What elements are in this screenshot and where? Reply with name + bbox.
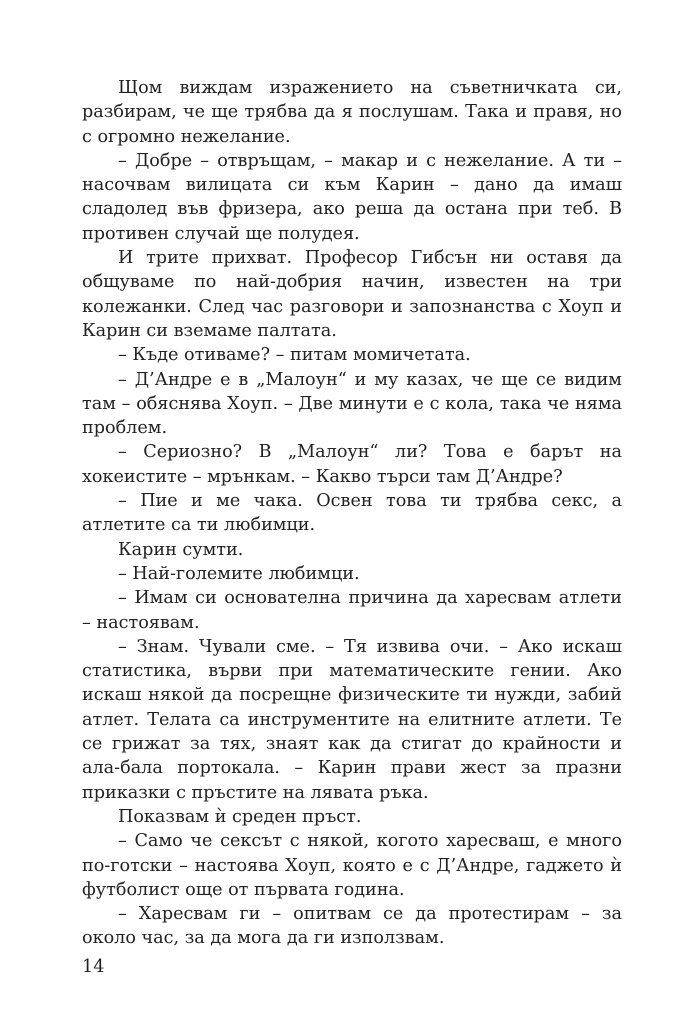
paragraph: Карин сумти. <box>118 539 244 560</box>
paragraph: – Най-големите любимци. <box>118 563 360 584</box>
paragraph: – Само че сексът с някой, когото харесваш, е много по-готски – настоява Хоуп, която е с Д’Андре, гаджето ѝ футболист още от първата година. <box>82 831 622 900</box>
page-number: 14 <box>82 957 105 977</box>
paragraph: – Къде отиваме? – питам момичетата. <box>118 345 471 366</box>
paragraph: – Харесвам ги – опитвам се да протестирам – за около час, за да мога да ги използвам. <box>82 904 622 949</box>
body-text <box>82 76 622 951</box>
paragraph: – Добре – отвръщам, – макар и с нежелание. А ти – насочвам вилицата си към Карин – дано да имаш сладолед във фризера, ако реша да остана при теб. В противен случай ще полудея. <box>82 150 622 244</box>
paragraph: И трите прихват. Професор Гибсън ни оставя да общуваме по най-добрия начин, известен на три колежанки. След час разговори и запознанства с Хоуп и Карин си вземаме палтата. <box>82 248 622 341</box>
paragraph: Показвам ѝ среден пръст. <box>118 806 362 827</box>
paragraph: – Д’Андре е в „Малоун“ и му казах, че ще се видим там – обяснява Хоуп. – Две минути е с кола, така че няма проблем. <box>82 369 622 439</box>
paragraph: Щом виждам изражението на съветничката си, разбирам, че ще трябва да я послушам. Така и правя, но с огромно нежелание. <box>82 78 622 147</box>
paragraph: – Пие и ме чака. Освен това ти трябва секс, а атлетите са ти любимци. <box>82 491 622 536</box>
paragraph: – Имам си основателна причина да харесвам атлети – настоявам. <box>82 588 622 633</box>
paragraph: – Сериозно? В „Малоун“ ли? Това е барът на хокеистите – мрънкам. – Какво търси там Д’Андре? <box>82 442 622 487</box>
paragraph: – Знам. Чували сме. – Тя извива очи. – Ако искаш статистика, върви при математическите гении. Ако искаш някой да посрещне физическите ти нужди, забий атлет. Телата са инструментите на елитните атлети. Те се грижат за тях, знаят как да стигат до крайности и ала-бала портокала. – Карин прави жест за празни приказки с пръстите на лявата ръка. <box>82 636 622 803</box>
